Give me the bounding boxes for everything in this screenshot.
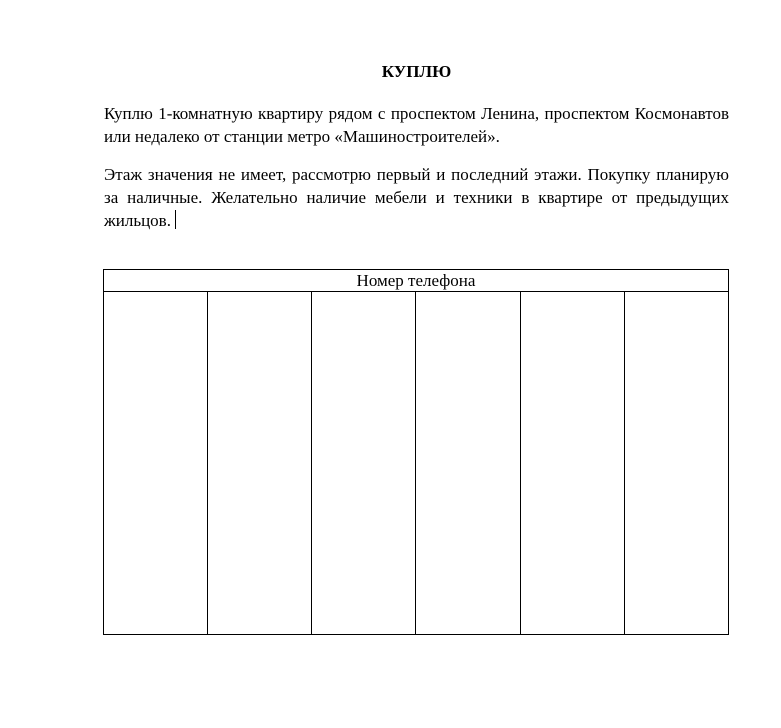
phone-strip-2[interactable] xyxy=(208,292,312,635)
phone-strip-6[interactable] xyxy=(624,292,728,635)
table-strips-row xyxy=(104,292,729,635)
phone-strip-4[interactable] xyxy=(416,292,520,635)
phone-header-cell: Номер телефона xyxy=(104,270,729,292)
paragraph-details[interactable] xyxy=(104,163,729,232)
document-title: КУПЛЮ xyxy=(381,62,452,81)
phone-strip-3[interactable] xyxy=(312,292,416,635)
paragraph-details-text: Этаж значения не имеет, рассмотрю первый и последний этажи. Покупку планирую за наличные. Желательно наличие мебели и техники в квартире от предыдущих жильцов. xyxy=(104,165,729,230)
phone-strip-5[interactable] xyxy=(520,292,624,635)
paragraph-location-text: Куплю 1-комнатную квартиру рядом с проспектом Ленина, проспектом Космонавтов или недалеко от станции метро «Машиностроителей». xyxy=(104,104,729,146)
phone-tear-off-table xyxy=(103,269,729,635)
paragraph-location xyxy=(104,102,729,148)
text-cursor xyxy=(175,210,176,229)
table-header-row xyxy=(104,270,729,292)
phone-strip-1[interactable] xyxy=(104,292,208,635)
